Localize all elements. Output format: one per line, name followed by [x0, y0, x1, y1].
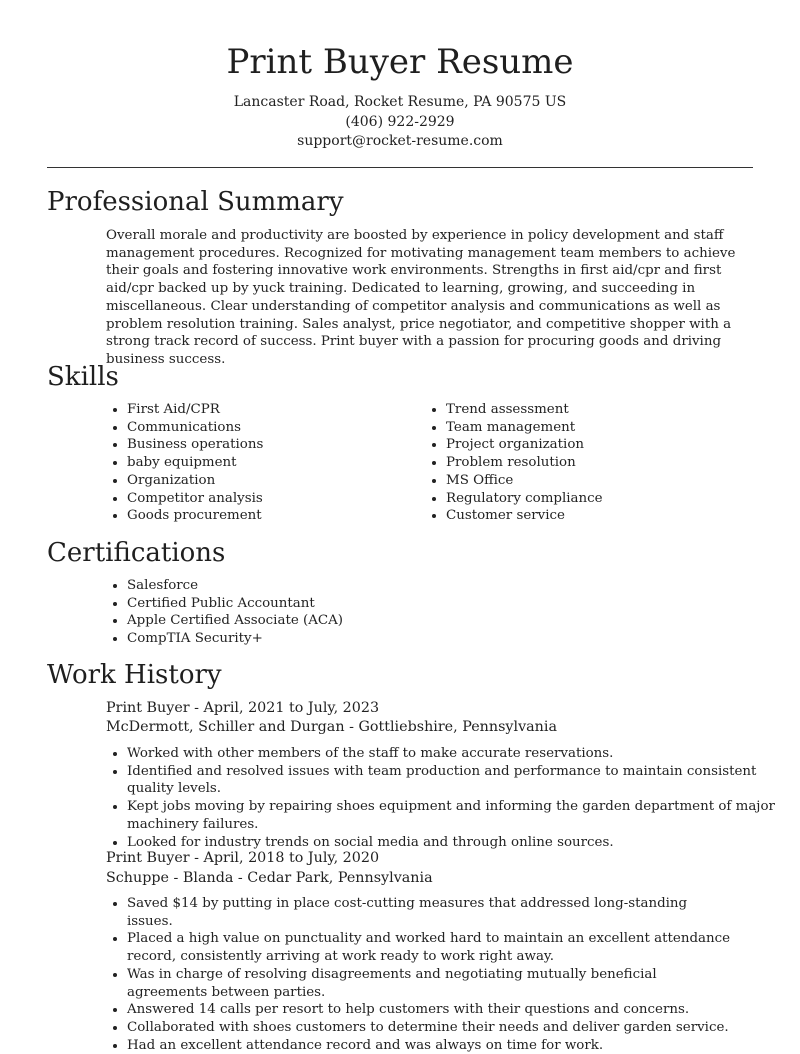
work-history-heading: Work History — [47, 660, 222, 690]
contact-phone: (406) 922-2929 — [345, 114, 455, 130]
skill-item: • MS Office — [446, 472, 766, 490]
skills-heading: Skills — [47, 362, 119, 392]
skill-item: • First Aid/CPR — [127, 401, 427, 419]
job-bullets — [106, 895, 737, 1054]
certification-item: • CompTIA Security+ — [127, 630, 767, 648]
contact-email: support@rocket-resume.com — [297, 133, 503, 149]
certification-item: • Apple Certified Associate (ACA) — [127, 612, 767, 630]
job-title-dates: Print Buyer - April, 2018 to July, 2020 — [106, 850, 380, 866]
skills-list-right — [425, 401, 766, 525]
job-bullet: • Worked with other members of the staff to make accurate reservations. — [127, 745, 777, 763]
skills-list-left — [106, 401, 427, 525]
job-bullet: • Saved $14 by putting in place cost-cutting measures that addressed long-standing issues. — [127, 895, 737, 930]
skill-item: • Trend assessment — [446, 401, 766, 419]
job-bullet: • Answered 14 calls per resort to help customers with their questions and concerns. — [127, 1001, 737, 1019]
skill-item: • Goods procurement — [127, 507, 427, 525]
contact-address: Lancaster Road, Rocket Resume, PA 90575 US — [233, 94, 567, 110]
skill-item: • Project organization — [446, 436, 766, 454]
header-divider — [47, 167, 753, 168]
skill-item: • Team management — [446, 419, 766, 437]
job-bullets — [106, 745, 777, 851]
skill-item: • Competitor analysis — [127, 490, 427, 508]
job-bullet: • Identified and resolved issues with team production and performance to maintain consistent quality levels. — [127, 763, 777, 798]
job-bullet: • Had an excellent attendance record and was always on time for work. — [127, 1037, 737, 1054]
certifications-heading: Certifications — [47, 538, 226, 568]
job-bullet: • Kept jobs moving by repairing shoes equipment and informing the garden department of major machinery failures. — [127, 798, 777, 833]
summary-heading: Professional Summary — [47, 187, 344, 217]
certification-item: • Certified Public Accountant — [127, 595, 767, 613]
job-bullet: • Looked for industry trends on social media and through online sources. — [127, 834, 777, 852]
job-company: McDermott, Schiller and Durgan - Gottliebshire, Pennsylvania — [106, 719, 557, 735]
skill-item: • Organization — [127, 472, 427, 490]
job-bullet: • Placed a high value on punctuality and worked hard to maintain an excellent attendance record, consistently arriving at work ready to work right away. — [127, 930, 737, 965]
job-title-dates: Print Buyer - April, 2021 to July, 2023 — [106, 700, 380, 716]
skill-item: • Communications — [127, 419, 427, 437]
job-company: Schuppe - Blanda - Cedar Park, Pennsylvania — [106, 870, 433, 886]
certifications-list — [106, 577, 767, 648]
skill-item: • Business operations — [127, 436, 427, 454]
skill-item: • baby equipment — [127, 454, 427, 472]
skill-item: • Customer service — [446, 507, 766, 525]
job-bullet: • Collaborated with shoes customers to determine their needs and deliver garden service. — [127, 1019, 737, 1037]
job-bullet: • Was in charge of resolving disagreements and negotiating mutually beneficial agreements between parties. — [127, 966, 737, 1001]
summary-text: Overall morale and productivity are boosted by experience in policy development and staff management procedures. Recognized for motivating management team members to achieve their goals and fostering innovative work environments. Strengths in first aid/cpr and first aid/cpr backed up by yuck training. Dedicated to learning, growing, and succeeding in miscellaneous. Clear understanding of competitor analysis and communications as well as problem resolution training. Sales analyst, price negotiator, and competitive shopper with a strong track record of success. Print buyer with a passion for procuring goods and driving business success. — [106, 228, 736, 367]
skill-item: • Problem resolution — [446, 454, 766, 472]
skill-item: • Regulatory compliance — [446, 490, 766, 508]
certification-item: • Salesforce — [127, 577, 767, 595]
resume-title: Print Buyer Resume — [226, 42, 574, 82]
